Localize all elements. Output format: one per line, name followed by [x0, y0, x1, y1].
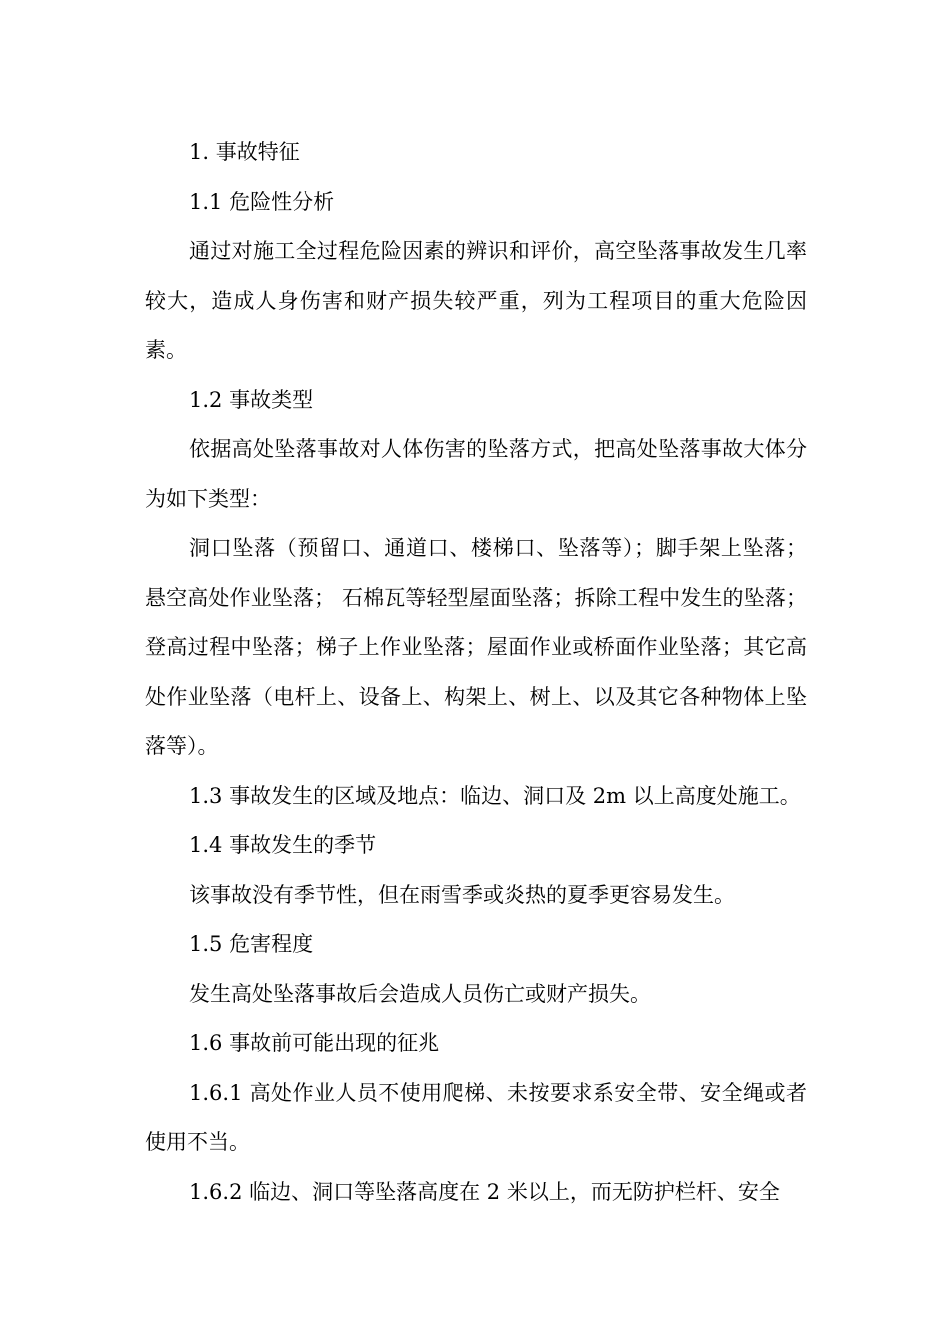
subsection-heading: 1.4 事故发生的季节 [189, 833, 377, 857]
subsection-heading: 1.3 事故发生的区域及地点：临边、洞口及 2m 以上高度处施工。 [189, 783, 801, 808]
document-body [145, 128, 807, 1217]
body-paragraph: 1.6.2 临边、洞口等坠落高度在 2 米以上，而无防护栏杆、安全 [189, 1179, 780, 1204]
body-paragraph: 依据高处坠落事故对人体伤害的坠落方式，把高处坠落事故大体分为如下类型： [145, 437, 807, 511]
subsection-heading: 1.1 危险性分析 [189, 189, 335, 214]
body-paragraph: 通过对施工全过程危险因素的辨识和评价，高空坠落事故发生几率较大，造成人身伤害和财产损失较严重，列为工程项目的重大危险因素。 [145, 239, 807, 362]
body-paragraph: 该事故没有季节性，但在雨雪季或炎热的夏季更容易发生。 [189, 882, 735, 907]
subsection-heading: 1.5 危害程度 [189, 932, 314, 956]
body-paragraph: 1.6.1 高处作业人员不使用爬梯、未按要求系安全带、安全绳或者使用不当。 [145, 1080, 807, 1154]
section-heading: 1. 事故特征 [189, 140, 300, 164]
body-paragraph: 发生高处坠落事故后会造成人员伤亡或财产损失。 [189, 981, 651, 1006]
body-paragraph: 洞口坠落（预留口、通道口、楼梯口、坠落等）；脚手架上坠落；悬空高处作业坠落； 石棉瓦等轻型屋面坠落；拆除工程中发生的坠落；登高过程中坠落；梯子上作业坠落；屋面作业或桥面作业坠落；其它高处作业坠落（电杆上、设备上、构架上、树上、以及其它各种物体上坠落等）。 [145, 536, 807, 758]
subsection-heading: 1.2 事故类型 [189, 387, 314, 412]
subsection-heading: 1.6 事故前可能出现的征兆 [189, 1031, 440, 1055]
